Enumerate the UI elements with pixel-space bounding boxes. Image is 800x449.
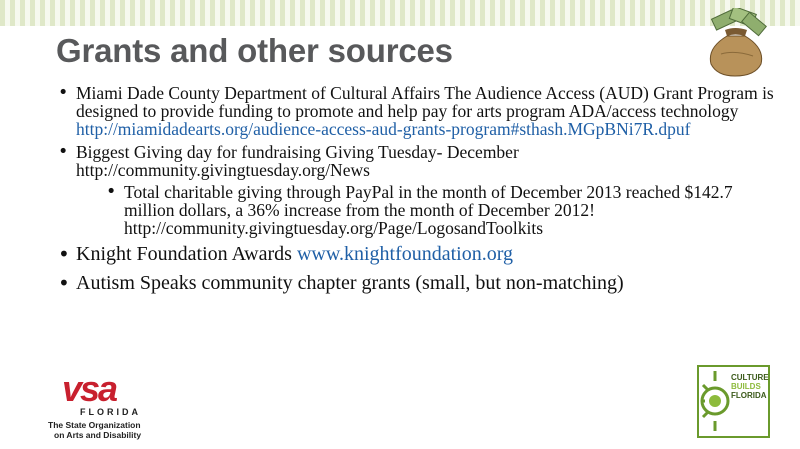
bullet-text: Autism Speaks community chapter grants (small, but non-matching) (76, 272, 624, 294)
slide-title: Grants and other sources (56, 32, 453, 69)
bullet-knight-foundation (58, 243, 778, 265)
bullet-miami-dade (58, 84, 778, 138)
sub-bullet-paypal (106, 183, 778, 237)
bullet-list (58, 84, 778, 301)
bullet-autism-speaks (58, 272, 778, 294)
vsa-wordmark: vsa (62, 368, 117, 409)
knight-foundation-link[interactable]: www.knightfoundation.org (296, 243, 514, 265)
header-stripe-band (0, 0, 800, 26)
vsa-tagline-2: on Arts and Disability (54, 430, 142, 440)
cbf-line-culture: CULTURE (731, 373, 769, 382)
money-bag-icon (695, 8, 775, 78)
culture-builds-florida-logo (697, 365, 770, 438)
culture-builds-florida-text (731, 373, 769, 400)
bullet-text: Miami Dade County Department of Cultural Affairs The Audience Access (AUD) Grant Program is designed to provide funding to promote and help pay for arts program ADA/access technology (76, 83, 774, 121)
aud-grant-link[interactable]: http://miamidadearts.org/audience-access-aud-grants-program#sthash.MGpBNi7R.dpuf (76, 119, 691, 139)
bullet-text: Biggest Giving day for fundraising Giving Tuesday- December http://community.givingtuesday.org/News (76, 142, 519, 180)
cbf-line-florida: FLORIDA (731, 391, 767, 400)
bullet-text: Knight Foundation Awards (76, 243, 297, 265)
vsa-florida-logo (48, 368, 168, 447)
vsa-state: FLORIDA (80, 407, 141, 417)
cbf-line-builds: BUILDS (731, 382, 761, 391)
bullet-giving-tuesday (58, 143, 778, 237)
vsa-tagline-1: The State Organization (48, 420, 141, 430)
sunburst-icon (699, 367, 731, 436)
sub-bullet-text: Total charitable giving through PayPal in the month of December 2013 reached $142.7 million dollars, a 36% increase from the month of December 2012! http://community.givingtuesday.org/Page/LogosandToolkits (124, 182, 733, 238)
